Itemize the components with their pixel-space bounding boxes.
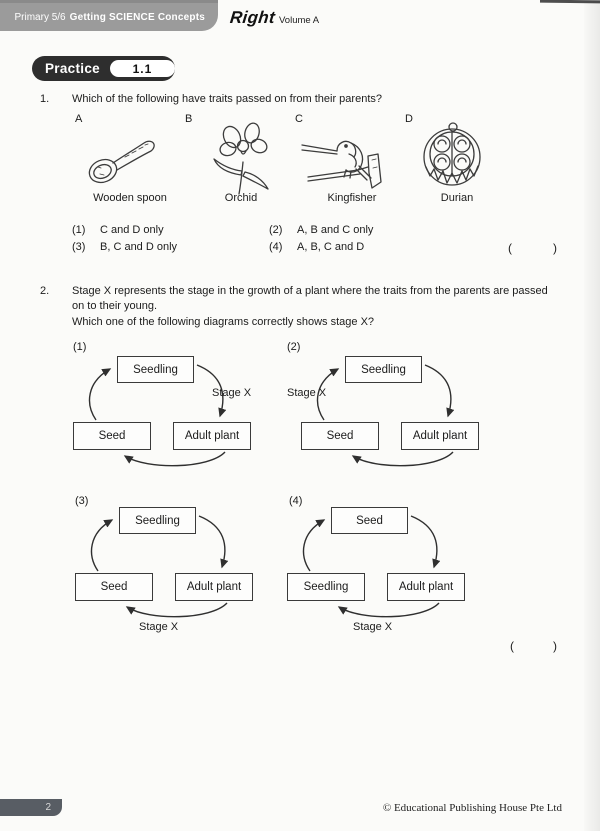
q1-option-4-text: A, B, C and D <box>297 241 365 253</box>
q1-option-3-number: (3) <box>72 241 86 253</box>
cycle-box-top: Seedling <box>119 507 196 534</box>
q1-answer-bracket-open: ( <box>508 241 512 255</box>
diagram-4-number: (4) <box>289 495 303 507</box>
diagram-option-1 <box>73 356 273 476</box>
header-volume: Volume A <box>279 15 320 26</box>
practice-number: 1.1 <box>132 61 153 76</box>
cycle-box-top: Seed <box>331 507 408 534</box>
stage-x-label: Stage X <box>212 387 252 399</box>
diagram-3-number: (3) <box>75 495 89 507</box>
page-number-tab <box>0 799 62 816</box>
cycle-box-bottom-right: Adult plant <box>387 573 465 601</box>
q2-question-line-3: Which one of the following diagrams correctly shows stage X? <box>72 316 375 328</box>
cycle-box-bottom-left: Seedling <box>287 573 365 601</box>
q1-item-caption-b: Orchid <box>224 192 258 204</box>
durian-illustration <box>416 119 488 193</box>
q1-item-caption-a: Wooden spoon <box>93 192 167 204</box>
cycle-box-bottom-right: Adult plant <box>175 573 253 601</box>
diagram-option-2 <box>287 356 501 476</box>
diagram-option-4 <box>287 507 487 633</box>
q1-number: 1. <box>40 93 50 105</box>
practice-number-pill <box>110 60 175 77</box>
practice-badge <box>32 56 175 81</box>
cycle-box-top: Seedling <box>117 356 194 383</box>
q1-option-1-number: (1) <box>72 224 86 236</box>
q1-item-letter-b: B <box>185 113 193 125</box>
q1-question: Which of the following have traits passed on from their parents? <box>72 93 382 105</box>
practice-badge-label: Practice <box>45 61 100 76</box>
cycle-box-bottom-right: Adult plant <box>401 422 479 450</box>
diagram-2-number: (2) <box>287 341 301 353</box>
diagram-option-3 <box>75 507 275 633</box>
cycle-box-bottom-left: Seed <box>301 422 379 450</box>
cycle-box-top: Seedling <box>345 356 422 383</box>
stage-x-label: Stage X <box>353 621 393 633</box>
header-bar <box>0 0 218 31</box>
stage-x-label: Stage X <box>139 621 179 633</box>
diagram-1-number: (1) <box>73 341 87 353</box>
q2-question-line-2: on to their young. <box>72 300 158 312</box>
cycle-box-bottom-left: Seed <box>75 573 153 601</box>
q1-item-letter-c: C <box>295 113 303 125</box>
kingfisher-illustration <box>300 126 392 198</box>
q1-item-letter-d: D <box>405 113 413 125</box>
q1-option-2-text: A, B and C only <box>297 224 374 236</box>
copyright-notice: © Educational Publishing House Pte Ltd <box>382 802 562 814</box>
page-number: 2 <box>45 802 51 813</box>
q1-option-3-text: B, C and D only <box>100 241 178 253</box>
page-edge-shading <box>584 0 600 831</box>
q2-answer-bracket-open: ( <box>510 639 514 653</box>
q1-option-2-number: (2) <box>269 224 283 236</box>
cycle-box-bottom-left: Seed <box>73 422 151 450</box>
q1-answer-bracket-close: ) <box>553 241 557 255</box>
header-title: Getting SCIENCE Concepts <box>69 11 205 23</box>
q1-option-1-text: C and D only <box>100 224 164 236</box>
header-series: Primary 5/6 <box>14 11 66 23</box>
stage-x-label: Stage X <box>287 387 327 399</box>
orchid-illustration <box>211 120 275 198</box>
q1-item-letter-a: A <box>75 113 83 125</box>
wooden-spoon-illustration <box>85 128 165 190</box>
q1-option-4-number: (4) <box>269 241 283 253</box>
cycle-box-bottom-right: Adult plant <box>173 422 251 450</box>
q1-item-caption-c: Kingfisher <box>327 192 377 204</box>
q2-number: 2. <box>40 285 50 297</box>
q2-question-line-1: Stage X represents the stage in the growth of a plant where the traits from the parents are passed <box>72 285 548 297</box>
header-title-script: Right <box>229 8 276 27</box>
q2-answer-bracket-close: ) <box>553 639 557 653</box>
q1-item-caption-d: Durian <box>440 192 474 204</box>
